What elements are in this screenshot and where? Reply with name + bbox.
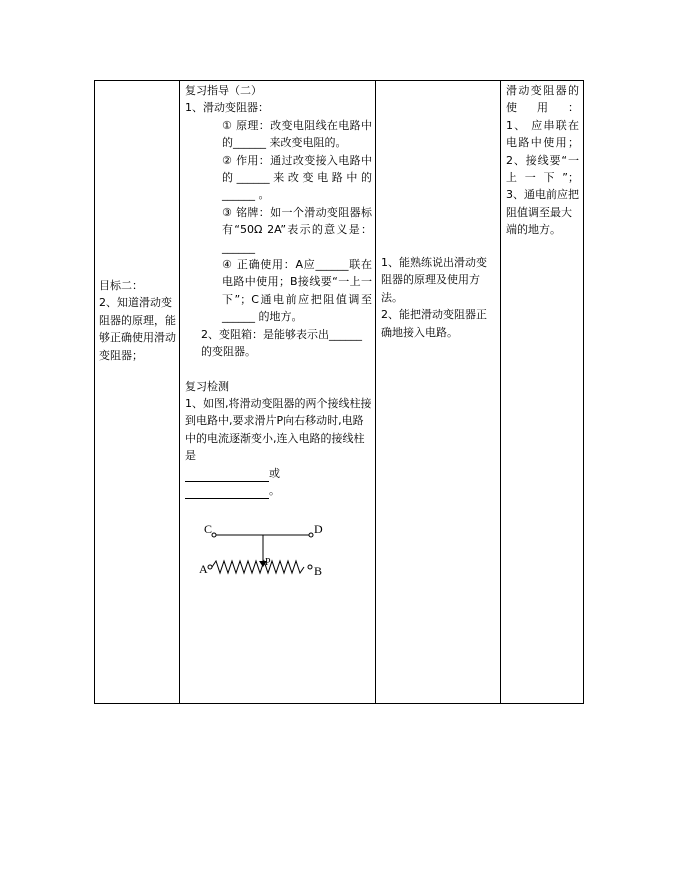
summary-1: 1、 应串联在电路中使用；: [506, 118, 579, 150]
skill-2: 2、能把滑动变阻器正确地接入电路。: [381, 308, 487, 339]
summary-cell: [501, 81, 584, 704]
label-a: A: [199, 562, 208, 577]
guide-item-2: 2、变阻箱：是能够表示出______ 的变阻器。: [201, 327, 362, 359]
resistance-coil: [212, 561, 304, 573]
goal-title: 目标二：: [99, 279, 143, 292]
label-c: C: [204, 522, 213, 537]
answer-blank-1: [185, 469, 269, 482]
check-end: 。: [269, 483, 280, 497]
label-p: P: [265, 557, 271, 569]
goal-cell: [95, 81, 180, 704]
summary-3: 3、通电前应把阻值调至最大端的地方。: [506, 188, 579, 237]
label-d: D: [314, 522, 323, 537]
guide-heading: 复习指导（二）: [185, 84, 262, 97]
lesson-table: [94, 80, 584, 704]
usage-text: ④ 正确使用：A应______联在电路中使用；B接线要“一上一下”；C通电前应把阻值调至 ______ 的地方。: [222, 258, 372, 324]
nameplate-text: ③ 铭牌：如一个滑动变阻器标有“50Ω 2A”表示的意义是：______: [222, 205, 372, 254]
guide-cell: [180, 81, 376, 704]
principle-text: ① 原理：改变电阻线在电路中的______ 来改变电阻的。: [222, 118, 372, 150]
terminal-c: [212, 533, 216, 537]
check-heading: 复习检测: [185, 379, 229, 393]
terminal-b: [308, 565, 312, 569]
function-text: ② 作用：通过改变接入电路中的______来改变电路中的______ 。: [222, 153, 372, 202]
check-or: 或: [269, 466, 280, 480]
terminal-a: [208, 565, 212, 569]
check-question-text: 1、如图,将滑动变阻器的两个接线柱接到电路中,要求滑片P向右移动时,电路中的电流逐渐变小,连入电路的接线柱是: [185, 396, 372, 463]
rheostat-diagram: [197, 521, 337, 587]
guide-item-1: 1、滑动变阻器：: [185, 101, 269, 115]
terminal-d: [309, 533, 313, 537]
goal-text: 2、知道滑动变阻器的原理，能够正确使用滑动变阻器；: [99, 296, 176, 362]
skill-1: 1、能熟练说出滑动变阻器的原理及使用方法。: [381, 256, 487, 304]
skills-cell: [376, 81, 501, 704]
summary-2: 2、接线要“一上一下”；: [506, 153, 579, 185]
summary-title: 滑动变阻器的使用：: [506, 84, 579, 115]
check-question: [185, 395, 372, 499]
answer-blank-2: [185, 486, 269, 499]
label-b: B: [314, 564, 323, 579]
